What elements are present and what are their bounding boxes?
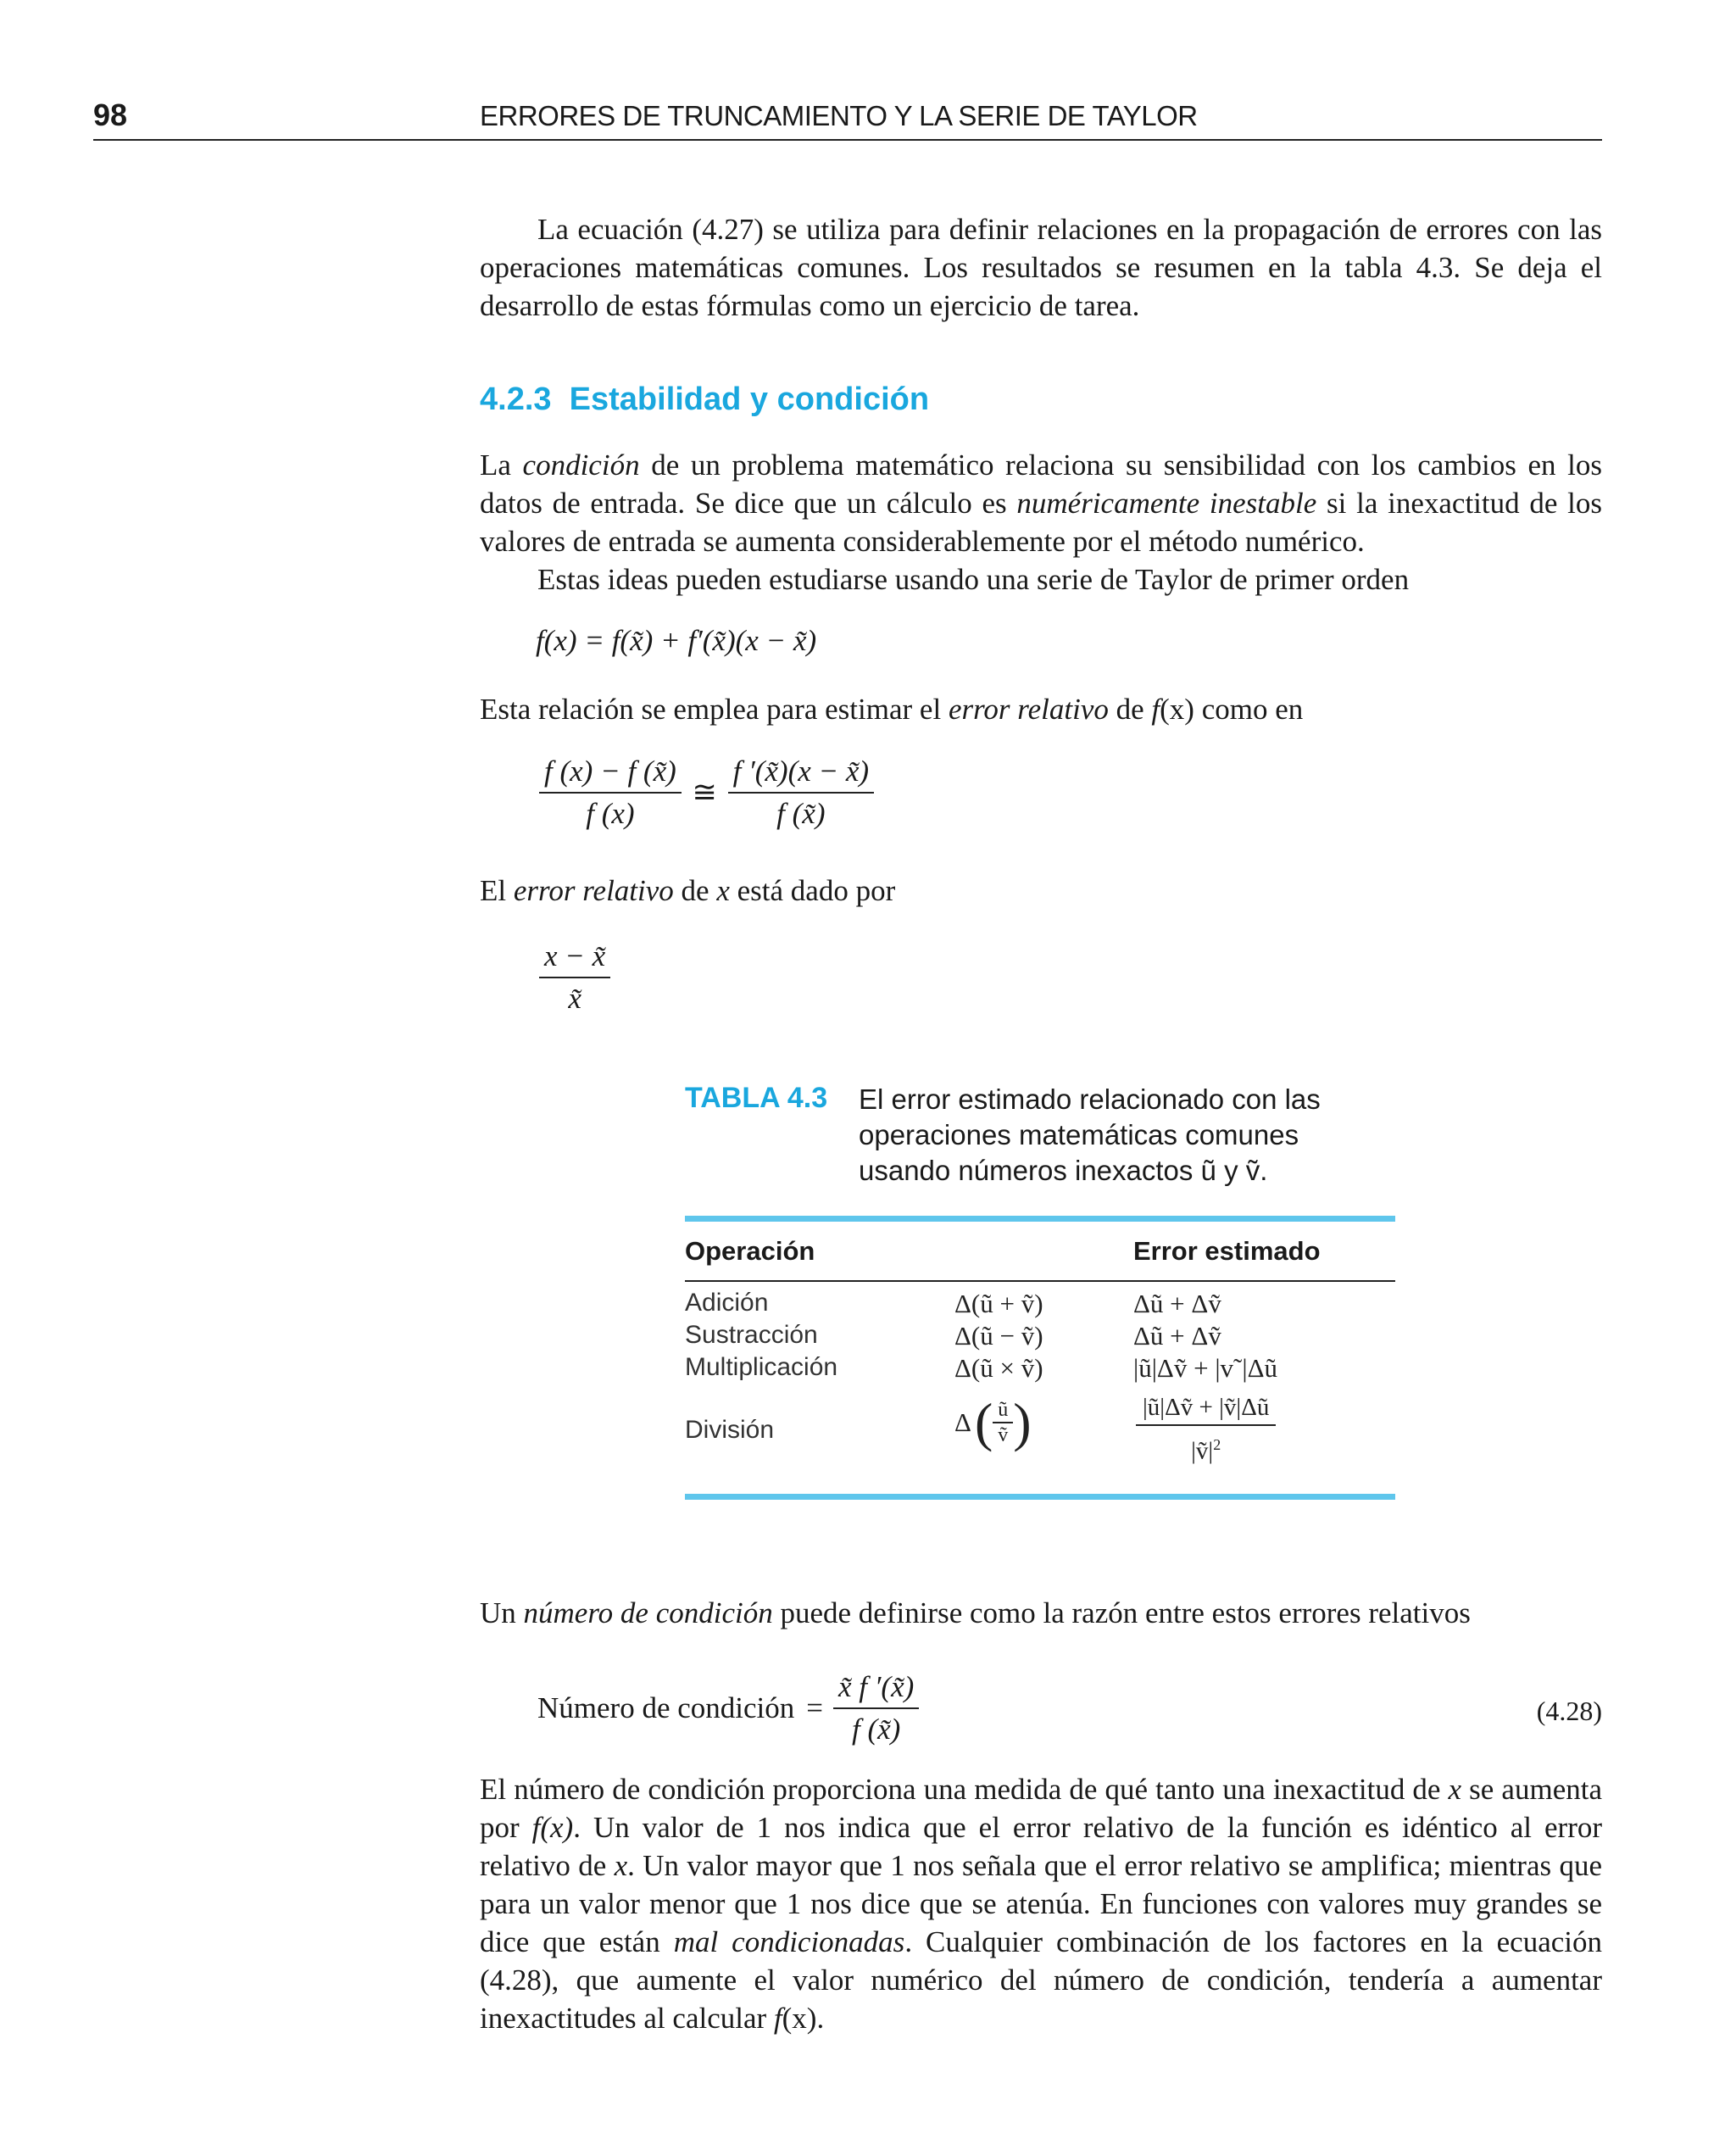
- section-heading: [480, 382, 929, 418]
- equation-condition-number: Número de condición = $\frac{x̃ f '(x̃)}{f (x̃)}$: [537, 1667, 919, 1750]
- page-number: 98: [93, 97, 128, 132]
- paragraph-condition: La condición de un problema matemático relaciona su sensibilidad con los cambios en los datos de entrada. Se dice que un cálculo es numéricamente inestable si la inexactitud de los valores de entrada se aumenta considerablemente por el método numérico.: [480, 448, 1602, 558]
- table-row-error: $\frac{\text{|ũ|Δṽ + |ṽ|Δũ}}{|ṽ|^2}$: [1136, 1390, 1276, 1470]
- running-header: [93, 97, 1602, 141]
- table-row-name: Sustracción: [685, 1321, 818, 1349]
- fraction-rhs: $\frac{f '(x̃)(x - x̃)}{f (x̃)}$: [728, 751, 874, 834]
- section-title: Estabilidad y condición: [569, 382, 930, 417]
- equation-relative-error: $\frac{f (x) - f (x̃)}{f (x)}$ ≅ $\frac{f '(x̃)(x - x̃)}{f (x̃)}$: [539, 751, 874, 834]
- equation-x-relative: $\frac{x - x̃}{x̃}$: [539, 936, 610, 1019]
- fraction-lhs: $\frac{f (x) - f (x̃)}{f (x)}$: [539, 751, 682, 834]
- equation-label: Número de condición: [537, 1691, 795, 1724]
- table-row-error: Δũ + Δṽ: [1133, 1289, 1221, 1318]
- table-caption: El error estimado relacionado con las operaciones matemáticas comunes usando números inexactos ũ y ṽ.: [859, 1083, 1321, 1186]
- table-header-operation: Operación: [685, 1236, 815, 1266]
- table-label: TABLA 4.3: [685, 1082, 828, 1114]
- table-row-error: Δũ + Δṽ: [1133, 1321, 1221, 1351]
- paragraph-intro: La ecuación (4.27) se utiliza para definir relaciones en la propagación de errores con las operaciones matemáticas comunes. Los resultados se resumen en la tabla 4.3. Se deja el desarrollo de estas fórmulas como un ejercicio de tarea.: [480, 213, 1602, 322]
- paragraph-condition-number: Un número de condición puede definirse como la razón entre estos errores relativos: [480, 1596, 1471, 1629]
- table-row-name: División: [685, 1416, 775, 1444]
- table-bottom-rule: [685, 1494, 1395, 1500]
- table-header-rule: [685, 1280, 1395, 1282]
- paragraph-condition-explained: El número de condición proporciona una medida de qué tanto una inexactitud de x se aumenta por f(x). Un valor de 1 nos indica que el error relativo de la función es idéntico al error relativo de x. Un valor mayor que 1 nos señala que el error relativo se amplifica; mientras que para un valor menor que 1 nos dice que se atenúa. En funciones con valores muy grandes se dice que están mal condicionadas. Cualquier combinación de los factores en la ecuación (4.28), que aumente el valor numérico del número de condición, tendería a aumentar inexactitudes al calcular f(x).: [480, 1773, 1603, 2035]
- equation-taylor: f(x) = f(x̃) + f′(x̃)(x − x̃): [536, 624, 817, 657]
- paragraph-x-relative: El error relativo de x está dado por: [480, 874, 896, 907]
- section-number: 4.2.3: [480, 382, 552, 417]
- table-top-rule: [685, 1216, 1395, 1222]
- paragraph-relative-error: Esta relación se emplea para estimar el error relativo de f(x) como en: [480, 693, 1304, 726]
- table-row-expr: Δ(ũ + ṽ): [954, 1289, 1043, 1318]
- table-row-name: Multiplicación: [685, 1353, 838, 1381]
- table-header-error: Error estimado: [1133, 1236, 1321, 1266]
- table-row-expr: Δ(ũ − ṽ): [954, 1321, 1043, 1351]
- paragraph-taylor-intro: Estas ideas pueden estudiarse usando una serie de Taylor de primer orden: [537, 563, 1410, 596]
- table-row-expr: Δ(ũ × ṽ): [954, 1353, 1043, 1383]
- table-row-name: Adición: [685, 1289, 769, 1317]
- table-row-expr: Δ ( $\frac{ũ}{\text{ṽ}}$ ): [954, 1392, 1032, 1452]
- table-row-error: |ũ|Δṽ + |v˜|Δũ: [1133, 1353, 1278, 1383]
- running-title: ERRORES DE TRUNCAMIENTO Y LA SERIE DE TAYLOR: [480, 100, 1198, 131]
- equation-number: (4.28): [1536, 1696, 1602, 1726]
